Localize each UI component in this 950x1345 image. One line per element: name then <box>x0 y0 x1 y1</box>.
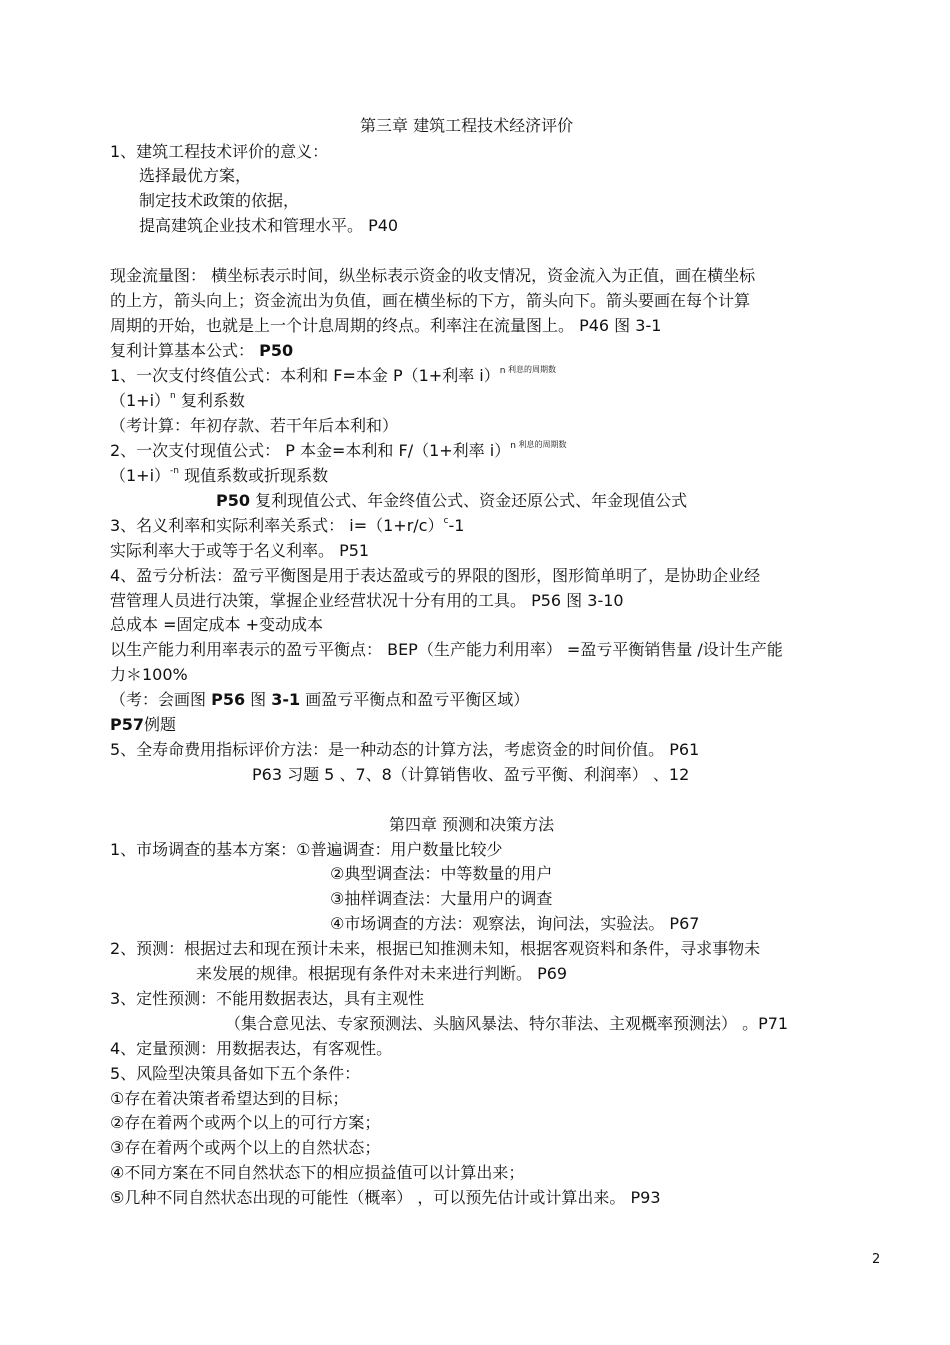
superscript: n <box>510 441 516 451</box>
interest-rate-relation <box>110 516 464 539</box>
market-survey-item: ④市场调查的方法：观察法，询问法，实验法。 P67 <box>330 914 700 933</box>
risk-condition: ⑤几种不同自然状态出现的可能性（概率） ，可以预先估计或计算出来。 P93 <box>110 1188 661 1207</box>
chapter4-title: 第四章 预测和决策方法 <box>389 815 555 834</box>
formula-text: 3、名义利率和实际利率关系式： i=（1+r/c） <box>110 516 444 535</box>
lifecycle-cost-text: 5、全寿命费用指标评价方法：是一种动态的计算方法，考虑资金的时间价值。 P61 <box>110 740 700 759</box>
formula-text: 1、一次支付终值公式：本利和 F=本金 P（1+利率 i） <box>110 366 500 385</box>
superscript: -n <box>170 466 179 476</box>
risk-condition: ①存在着决策者希望达到的目标； <box>110 1089 349 1108</box>
note-text: 图 <box>245 690 272 709</box>
market-survey-item: ③抽样调查法：大量用户的调查 <box>330 889 553 908</box>
superscript-note: 利息的周期数 <box>515 440 567 449</box>
figure-ref: 3-1 <box>271 690 301 709</box>
formula-factor <box>110 391 245 414</box>
formula-text: -1 <box>448 516 465 535</box>
market-survey-item: ②典型调查法：中等数量的用户 <box>330 864 553 883</box>
formula-list-text: 复利现值公式、年金终值公式、资金还原公式、年金现值公式 <box>250 491 688 510</box>
breakeven-text: 4、盈亏分析法：盈亏平衡图是用于表达盈或亏的界限的图形，图形简单明了，是协助企业经 <box>110 566 761 585</box>
chapter3-title: 第三章 建筑工程技术经济评价 <box>360 116 574 135</box>
risk-condition: ③存在着两个或两个以上的自然状态； <box>110 1138 381 1157</box>
formula-list <box>216 491 687 511</box>
compound-interest-heading <box>110 341 293 361</box>
interest-rate-note: 实际利率大于或等于名义利率。 P51 <box>110 541 370 560</box>
cashflow-text: 现金流量图： 横坐标表示时间，纵坐标表示资金的收支情况，资金流入为正值，画在横坐标 <box>110 266 756 285</box>
page-ref: P50 <box>259 341 294 360</box>
formula-present-value <box>110 441 566 464</box>
exercise-ref: P63 习题 5 、7、8（计算销售收、盈亏平衡、利润率） 、12 <box>252 765 690 784</box>
qualitative-forecast: 3、定性预测：不能用数据表达，具有主观性 <box>110 989 425 1008</box>
page-ref: P57 <box>110 715 144 734</box>
formula-text: 现值系数或折现系数 <box>179 466 329 485</box>
example-ref <box>110 715 176 735</box>
formula-future-value <box>110 366 556 389</box>
forecast-text: 2、预测：根据过去和现在预计未来，根据已知推测未知，根据客观资料和条件，寻求事物未 <box>110 939 761 958</box>
formula-text: 复利系数 <box>175 391 245 410</box>
breakeven-text: 营管理人员进行决策，掌握企业经营状况十分有用的工具。 P56 图 3-10 <box>110 591 624 610</box>
formula-text: （1+i） <box>110 391 171 410</box>
cashflow-text: 周期的开始，也就是上一个计息周期的终点。利率注在流量图上。 P46 图 3-1 <box>110 316 662 335</box>
heading-text: 复利计算基本公式： <box>110 341 260 360</box>
quantitative-forecast: 4、定量预测：用数据表达，有客观性。 <box>110 1039 393 1058</box>
superscript: n <box>499 366 506 376</box>
section1-heading: 1、建筑工程技术评价的意义： <box>110 142 329 161</box>
section1-item: 制定技术政策的依据， <box>139 191 300 210</box>
superscript: c <box>443 516 449 526</box>
bep-formula: 力＊100% <box>110 665 188 684</box>
bep-formula: 以生产能力利用率表示的盈亏平衡点： BEP（生产能力利用率） =盈亏平衡销售量 /设计生产能 <box>110 640 783 659</box>
superscript: n <box>170 391 176 401</box>
page-ref: P56 <box>211 690 246 709</box>
qualitative-methods: （集合意见法、专家预测法、头脑风暴法、特尔菲法、主观概率预测法） 。P71 <box>225 1014 789 1033</box>
note-text: （考：会画图 <box>110 690 212 709</box>
total-cost-formula: 总成本 =固定成本 +变动成本 <box>110 615 323 634</box>
formula-factor <box>110 466 328 489</box>
formula-text: 2、一次支付现值公式： P 本金=本利和 F/（1+利率 i） <box>110 441 511 460</box>
risk-condition: ②存在着两个或两个以上的可行方案； <box>110 1113 381 1132</box>
page-ref: P50 <box>216 491 250 510</box>
exam-note: （考计算：年初存款、若干年后本利和） <box>110 416 399 435</box>
section1-item: 提高建筑企业技术和管理水平。 P40 <box>139 216 399 235</box>
example-label: 例题 <box>144 715 177 734</box>
forecast-text: 来发展的规律。根据现有条件对未来进行判断。 P69 <box>196 964 568 983</box>
exam-note <box>110 690 529 710</box>
market-survey-item: 1、市场调查的基本方案：①普遍调查：用户数量比较少 <box>110 840 503 859</box>
superscript-note: 利息的周期数 <box>505 365 556 374</box>
section1-item: 选择最优方案， <box>139 166 252 185</box>
cashflow-text: 的上方，箭头向上；资金流出为负值，画在横坐标的下方，箭头向下。箭头要画在每个计算 <box>110 291 751 310</box>
note-text: 画盈亏平衡点和盈亏平衡区域） <box>300 690 530 709</box>
risk-decision-heading: 5、风险型决策具备如下五个条件： <box>110 1064 361 1083</box>
page-number: 2 <box>872 1252 881 1267</box>
risk-condition: ④不同方案在不同自然状态下的相应损益值可以计算出来； <box>110 1163 525 1182</box>
formula-text: （1+i） <box>110 466 171 485</box>
